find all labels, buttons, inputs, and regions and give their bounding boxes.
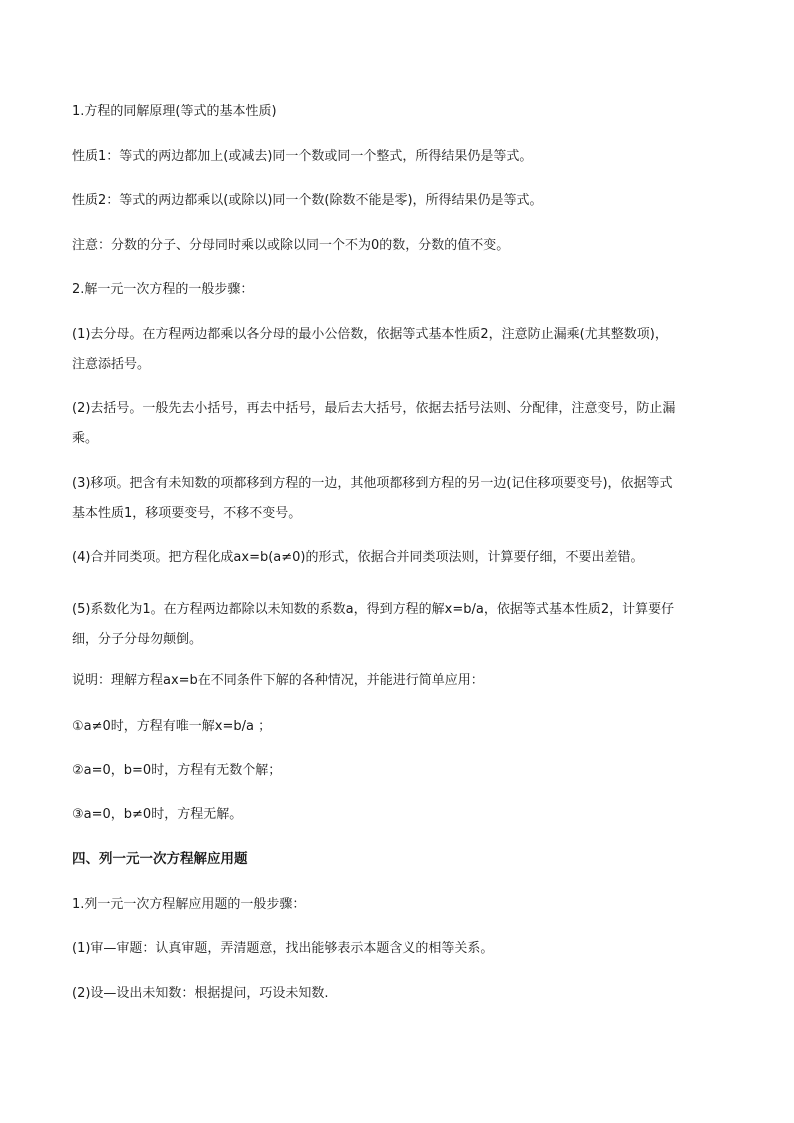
case-3-text: ③a=0，b≠0时，方程无解。: [72, 807, 243, 822]
property-1-text: 性质1：等式的两边都加上(或减去)同一个数或同一个整式，所得结果仍是等式。: [72, 149, 533, 164]
case-2-text: ②a=0，b=0时，方程有无数个解；: [72, 763, 282, 778]
step-2-line-1: (2)去括号。一般先去小括号，再去中括号，最后去大括号，依据去括号法则、分配律，注意变号，防止漏: [72, 401, 676, 416]
word-problem-step-2: (2)设—设出未知数：根据提问，巧设未知数.: [72, 986, 329, 1001]
explanation-text: 说明：理解方程ax=b在不同条件下解的各种情况，并能进行简单应用：: [72, 673, 484, 688]
section-title-equation-principles: 1.方程的同解原理(等式的基本性质): [72, 104, 277, 119]
section-title-solving-steps: 2.解一元一次方程的一般步骤：: [72, 282, 254, 297]
step-1-line-1: (1)去分母。在方程两边都乘以各分母的最小公倍数，依据等式基本性质2，注意防止漏乘(尤其整数项)，: [72, 327, 668, 342]
case-1-text: ①a≠0时，方程有唯一解x=b/a ；: [72, 719, 272, 734]
step-2-line-2: 乘。: [72, 431, 99, 446]
step-3-line-2: 基本性质1，移项要变号，不移不变号。: [72, 506, 302, 521]
step-3-line-1: (3)移项。把含有未知数的项都移到方程的一边，其他项都移到方程的另一边(记住移项要变号)，依据等式: [72, 476, 673, 491]
step-1-line-2: 注意添括号。: [72, 357, 151, 372]
word-problem-step-1: (1)审—审题：认真审题，弄清题意，找出能够表示本题含义的相等关系。: [72, 941, 494, 956]
step-5-line-1: (5)系数化为1。在方程两边都除以未知数的系数a，得到方程的解x=b/a，依据等式基本性质2，计算要仔: [72, 602, 675, 617]
note-text: 注意：分数的分子、分母同时乘以或除以同一个不为0的数，分数的值不变。: [72, 238, 510, 253]
section-heading-word-problems: 四、列一元一次方程解应用题: [72, 851, 248, 867]
word-problem-steps-title: 1.列一元一次方程解应用题的一般步骤：: [72, 897, 306, 912]
property-2-text: 性质2：等式的两边都乘以(或除以)同一个数(除数不能是零)，所得结果仍是等式。: [72, 193, 543, 208]
step-5-line-2: 细，分子分母勿颠倒。: [72, 632, 203, 647]
step-4-text: (4)合并同类项。把方程化成ax=b(a≠0)的形式，依据合并同类项法则，计算要仔细，不要出差错。: [72, 550, 644, 565]
